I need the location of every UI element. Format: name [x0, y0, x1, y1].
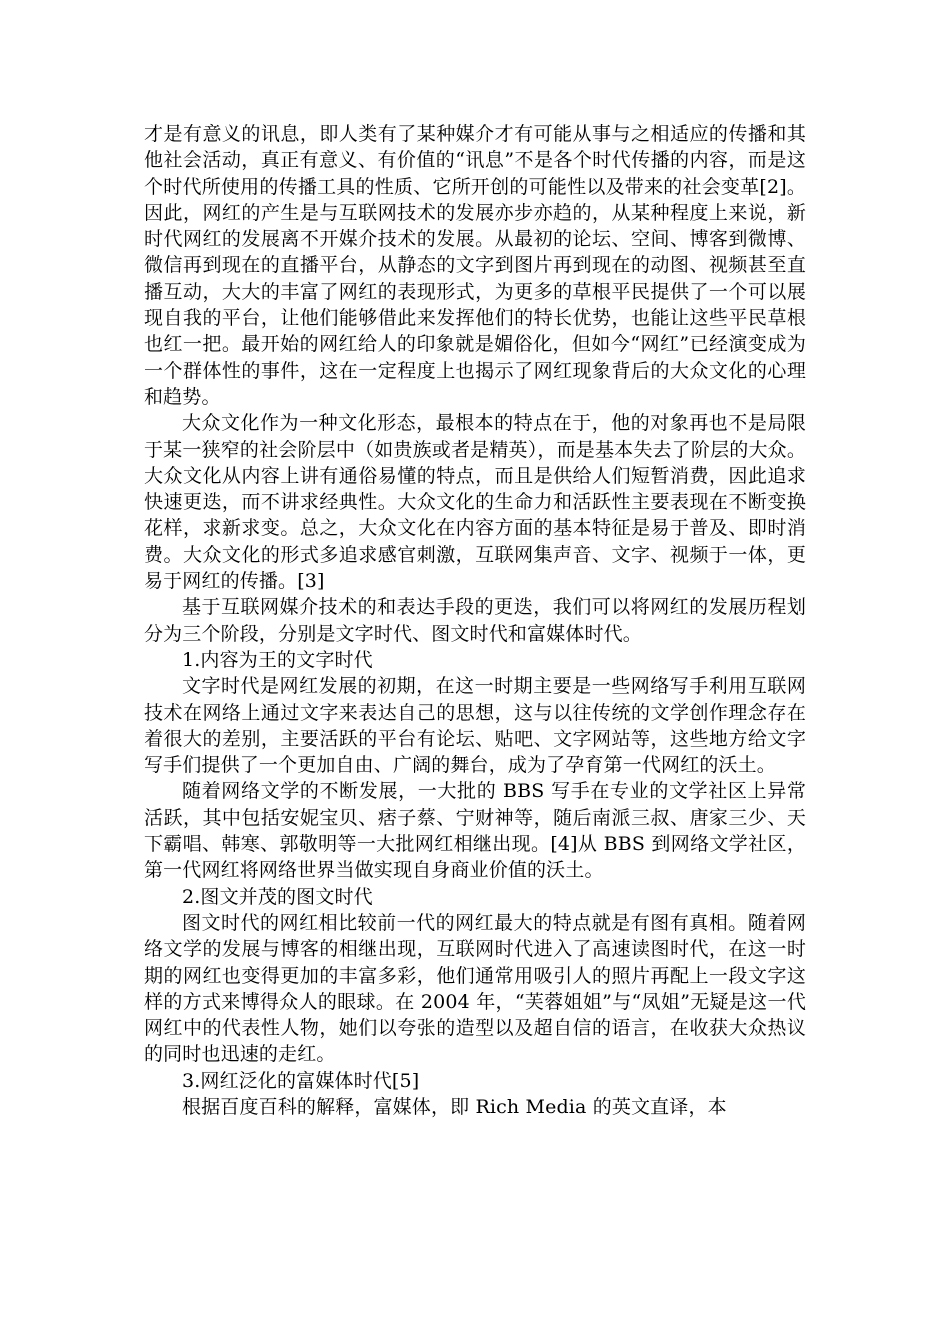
- paragraph-bbs-writers: 随着网络文学的不断发展，一大批的 BBS 写手在专业的文学社区上异常活跃，其中包括安妮宝贝、痞子蔡、宁财神等，随后南派三叔、唐家三少、天下霸唱、韩寒、郭敬明等一大批网红相继出现。[4]从 BBS 到网络文学社区，第一代网红将网络世界当做实现自身商业价值的沃土。: [144, 780, 806, 882]
- section-heading-text-era: 1.内容为王的文字时代: [182, 648, 373, 671]
- paragraph-text-era: 文字时代是网红发展的初期，在这一时期主要是一些网络写手利用互联网技术在网络上通过文字来表达自己的思想，这与以往传统的文学创作理念存在着很大的差别，主要活跃的平台有论坛、贴吧、文字网站等，这些地方给文字写手们提供了一个更加自由、广阔的舞台，成为了孕育第一代网红的沃土。: [144, 675, 806, 777]
- paragraph-rich-media: 根据百度百科的解释，富媒体，即 Rich Media 的英文直译，本: [182, 1095, 727, 1118]
- paragraph-mass-culture: 大众文化作为一种文化形态，最根本的特点在于，他的对象再也不是局限于某一狭窄的社会阶层中（如贵族或者是精英），而是基本失去了阶层的大众。大众文化从内容上讲有通俗易懂的特点，而且是供给人们短暂消费，因此追求快速更迭，而不讲求经典性。大众文化的生命力和活跃性主要表现在不断变换花样，求新求变。总之，大众文化在内容方面的基本特征是易于普及、即时消费。大众文化的形式多追求感官刺激，互联网集声音、文字、视频于一体，更易于网红的传播。[3]: [144, 412, 806, 593]
- section-heading-image-text-era: 2.图文并茂的图文时代: [182, 885, 373, 908]
- paragraph-three-stages: 基于互联网媒介技术的和表达手段的更迭，我们可以将网红的发展历程划分为三个阶段，分别是文字时代、图文时代和富媒体时代。: [144, 596, 806, 645]
- paragraph-image-text-era: 图文时代的网红相比较前一代的网红最大的特点就是有图有真相。随着网络文学的发展与博客的相继出现，互联网时代进入了高速读图时代，在这一时期的网红也变得更加的丰富多彩，他们通常用吸引人的照片再配上一段文字这样的方式来博得众人的眼球。在 2004 年，“芙蓉姐姐”与“凤姐”无疑是这一代网红中的代表性人物，她们以夸张的造型以及超自信的语言，在收获大众热议的同时也迅速的走红。: [144, 911, 806, 1066]
- document-page: [144, 121, 806, 1120]
- section-heading-rich-media-era: 3.网红泛化的富媒体时代[5]: [182, 1069, 420, 1092]
- paragraph-media-message: 才是有意义的讯息，即人类有了某种媒介才有可能从事与之相适应的传播和其他社会活动，真正有意义、有价值的“讯息”不是各个时代传播的内容，而是这个时代所使用的传播工具的性质、它所开创的可能性以及带来的社会变革[2]。因此，网红的产生是与互联网技术的发展亦步亦趋的，从某种程度上来说，新时代网红的发展离不开媒介技术的发展。从最初的论坛、空间、博客到微博、微信再到现在的直播平台，从静态的文字到图片再到现在的动图、视频甚至直播互动，大大的丰富了网红的表现形式，为更多的草根平民提供了一个可以展现自我的平台，让他们能够借此来发挥他们的特长优势，也能让这些平民草根也红一把。最开始的网红给人的印象就是媚俗化，但如今“网红”已经演变成为一个群体性的事件，这在一定程度上也揭示了网红现象背后的大众文化的心理和趋势。: [144, 123, 806, 408]
